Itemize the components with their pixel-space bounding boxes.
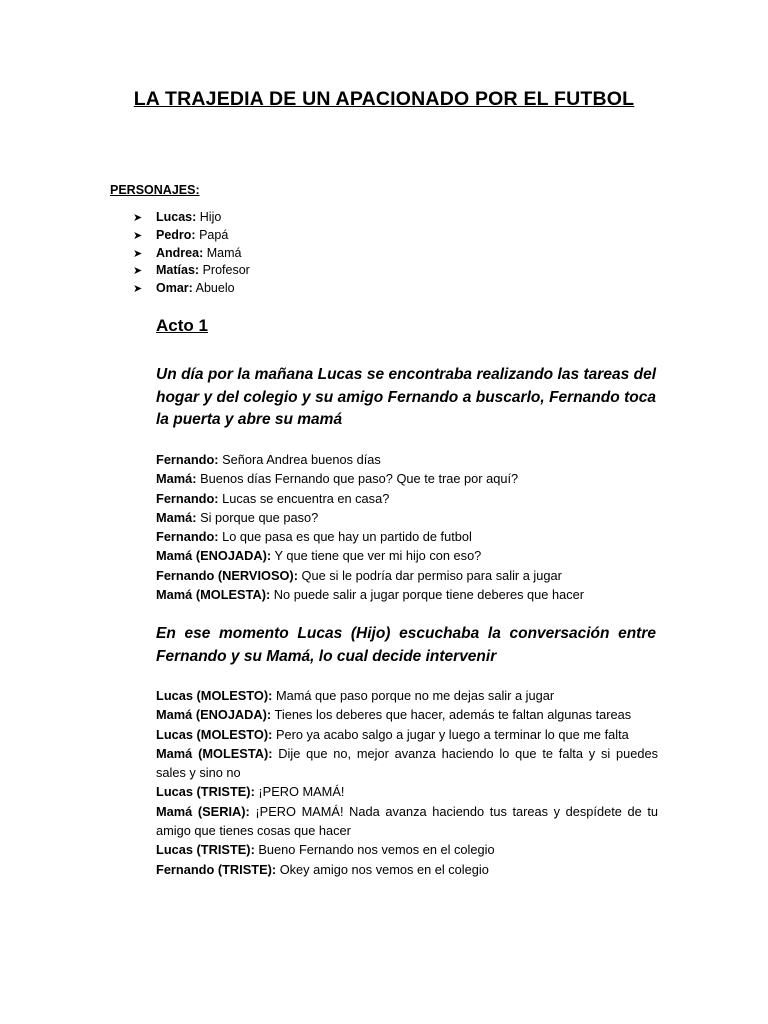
dialogue-line [156,546,658,565]
dialogue-line [156,686,658,705]
dialogue-block [156,686,658,879]
arrowhead-bullet-icon: ➤ [133,265,143,278]
character-role: Profesor [202,263,250,278]
list-item [133,262,250,280]
dialogue-line [156,508,658,527]
character-role: Hijo [199,210,222,224]
list-item [133,280,250,298]
arrowhead-bullet-icon: ➤ [133,247,143,260]
dialogue-line [156,782,658,801]
character-name: Lucas: [156,210,197,224]
dialogue-block [156,450,658,604]
dialogue-text: Lucas se encuentra en casa? [222,490,390,506]
speaker-label: Lucas (TRISTE): [156,784,255,800]
arrowhead-bullet-icon: ➤ [133,212,143,224]
dialogue-line [156,585,658,604]
dialogue-line [156,802,658,841]
speaker-label: Lucas (MOLESTO): [156,726,273,742]
dialogue-text: Lo que pasa es que hay un partido de futbol [222,529,472,545]
character-role: Mamá [206,245,242,260]
dialogue-text: Que si le podría dar permiso para salir a jugar [301,567,562,583]
dialogue-line [156,705,658,724]
dialogue-text: Y que tiene que ver mi hijo con eso? [274,548,482,564]
dialogue-text: Tienes los deberes que hacer, además te faltan algunas tareas [274,707,632,723]
arrowhead-bullet-icon: ➤ [133,229,143,242]
dialogue-text: Buenos días Fernando que paso? Que te trae por aquí? [200,471,519,487]
dialogue-text: Okey amigo nos vemos en el colegio [279,861,489,877]
character-name: Omar: [156,281,193,296]
speaker-label: Mamá (ENOJADA): [156,707,272,723]
character-name: Pedro: [156,227,196,242]
character-name: Andrea: [156,245,204,260]
speaker-label: Fernando (NERVIOSO): [156,567,298,583]
dialogue-line [156,744,658,783]
stage-direction: Un día por la mañana Lucas se encontraba realizando las tareas del hogar y del colegio y su amigo Fernando a buscarlo, Fernando toca la puerta y abre su mamá [156,366,656,428]
list-item [133,209,250,227]
stage-direction: En ese momento Lucas (Hijo) escuchaba la conversación entre Fernando y su Mamá, lo cual decide intervenir [156,625,656,665]
speaker-label: Mamá (MOLESTA): [156,745,273,761]
character-role: Papá [199,227,229,242]
speaker-label: Fernando: [156,529,219,545]
speaker-label: Mamá: [156,509,197,525]
speaker-label: Fernando: [156,490,219,506]
act-heading: Acto 1 [156,316,208,335]
dialogue-text: Pero ya acabo salgo a jugar y luego a terminar lo que me falta [275,726,629,742]
dialogue-text: Mamá que paso porque no me dejas salir a jugar [275,688,555,703]
character-name: Matías: [156,263,200,278]
dialogue-text: ¡PERO MAMÁ! Nada avanza haciendo tus tareas y despídete de tu amigo que tienes cosas que hacer [156,803,659,839]
character-role: Abuelo [195,281,235,296]
dialogue-line [156,489,658,508]
dialogue-text: Señora Andrea buenos días [222,452,381,467]
dialogue-line [156,527,658,546]
speaker-label: Mamá (SERIA): [156,803,250,819]
dialogue-text: ¡PERO MAMÁ! [258,784,345,800]
dialogue-line [156,860,658,879]
dialogue-line [156,840,658,859]
speaker-label: Lucas (TRISTE): [156,842,255,858]
speaker-label: Fernando (TRISTE): [156,861,277,877]
dialogue-line [156,725,658,744]
dialogue-text: Bueno Fernando nos vemos en el colegio [258,842,495,858]
character-list [133,209,250,298]
arrowhead-bullet-icon: ➤ [133,283,143,296]
characters-heading: PERSONAJES: [110,183,200,197]
dialogue-text: Dije que no, mejor avanza haciendo lo que te falta y si puedes sales y sino no [156,745,658,781]
speaker-label: Mamá: [156,471,197,487]
speaker-label: Fernando: [156,452,219,467]
dialogue-line [156,469,658,488]
dialogue-text: No puede salir a jugar porque tiene deberes que hacer [273,587,584,603]
list-item [133,245,250,263]
speaker-label: Lucas (MOLESTO): [156,688,273,703]
dialogue-line [156,566,658,585]
document-title: LA TRAJEDIA DE UN APACIONADO POR EL FUTBOL [133,88,635,110]
list-item [133,227,250,245]
speaker-label: Mamá (ENOJADA): [156,548,272,564]
dialogue-line [156,450,658,469]
dialogue-text: Si porque que paso? [200,509,319,525]
speaker-label: Mamá (MOLESTA): [156,587,271,603]
